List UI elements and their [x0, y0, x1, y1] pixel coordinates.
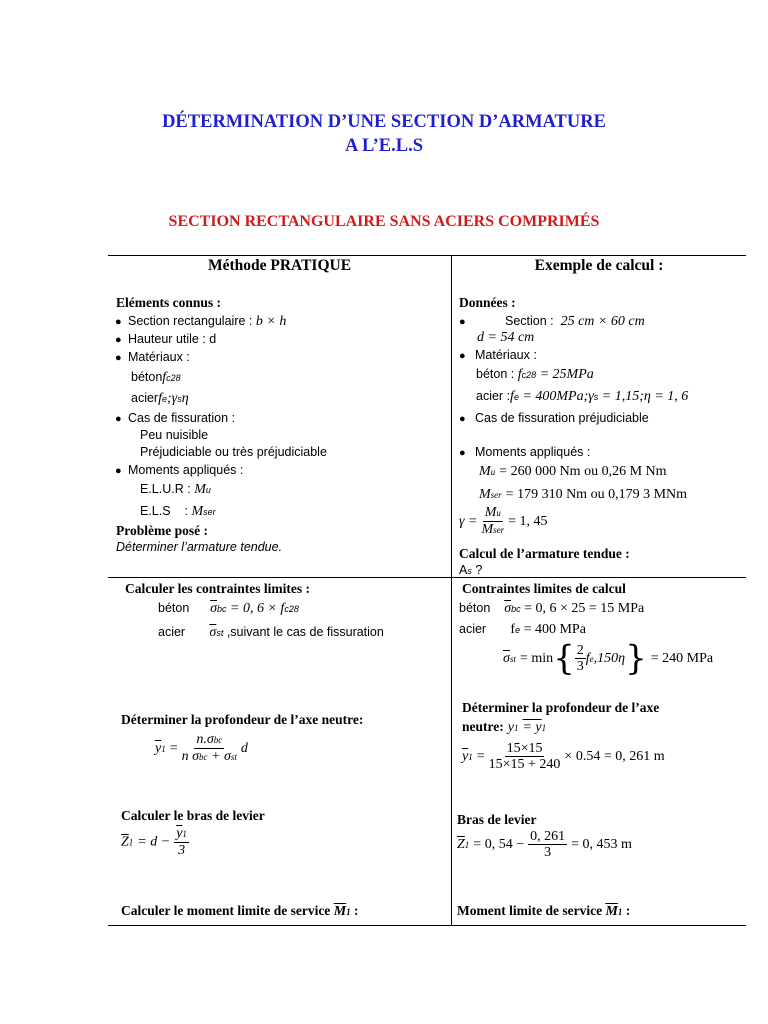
problem-heading: Problème posé : — [116, 523, 208, 538]
bullet-icon: ● — [115, 316, 122, 328]
r-acier-item: acier :fe = 400MPa;γs = 1,15;η = 1, 6 — [476, 389, 689, 404]
r-limit-stress-heading: Contraintes limites de calcul — [462, 581, 626, 596]
r-acier-stress: acier fe = 400 MPa — [459, 622, 586, 637]
left-column-header: Méthode PRATIQUE — [207, 257, 352, 274]
cracking-item: Cas de fissuration : — [128, 411, 235, 425]
r-neutral-axis-heading: Déterminer la profondeur de l’axe — [462, 700, 660, 715]
height-item: Hauteur utile : d — [128, 332, 217, 346]
known-elements-heading: Eléments connus : — [116, 295, 222, 310]
r-gamma-formula: γ = $\frac{Mu}{\text{Mser}}$ = 1, 45 — [459, 505, 548, 537]
r-lever-arm-heading: Bras de levier — [457, 812, 537, 827]
bullet-icon: ● — [459, 316, 466, 328]
crack-option-2: Préjudiciable ou très préjudiciable — [140, 445, 327, 459]
table-bottom-border — [108, 925, 746, 926]
r-lever-arm-formula: $\overline{Z}1 = 0$, 54 − $\frac{0, 261}{3}$ = 0, 453 m — [457, 829, 632, 860]
bullet-icon: ● — [459, 413, 466, 425]
r-d-value: d = 54 cm — [477, 330, 535, 345]
crack-option-1: Peu nuisible — [140, 428, 209, 442]
section-item: Section rectangulaire : b × h — [128, 314, 287, 329]
materials-item: Matériaux : — [128, 350, 190, 364]
l-beton-stress: béton $\overline{\sigma}bc = 0$, 6 × fc28 — [158, 601, 299, 616]
r-calc-heading: Calcul de l’armature tendue : — [459, 546, 630, 561]
table-top-border — [108, 255, 746, 256]
table-mid-border — [108, 577, 746, 578]
r-beton-stress: béton $\overline{\sigma}bc = 0$, 6 × 25 = 15 MPa — [459, 601, 645, 616]
beton-item: bétonfc28 — [131, 370, 181, 385]
r-steel-stress-formula: $\overline{\sigma}st = \min${ $\frac{2}{3}$ fe,150η} = 240 MPa — [503, 638, 714, 679]
bullet-icon: ● — [115, 352, 122, 364]
data-heading: Données : — [459, 295, 516, 310]
r-service-moment-heading: Moment limite de service $\overline{M}1$ : — [457, 903, 631, 919]
lever-arm-heading: Calculer le bras de levier — [121, 808, 265, 823]
bullet-icon: ● — [459, 350, 466, 362]
r-mu-value: Mu = 260 000 Nm ou 0,26 M Nm — [479, 464, 667, 479]
r-moments-item: Moments appliqués : — [475, 445, 591, 459]
page-title — [0, 110, 768, 158]
page-title-line1: DÉTERMINATION D’UNE SECTION D’ARMATURE — [162, 112, 606, 132]
service-moment-heading: Calculer le moment limite de service $\overline{M}1$ : — [121, 903, 359, 919]
section-subtitle: SECTION RECTANGULAIRE SANS ACIERS COMPRIMÉS — [168, 213, 600, 230]
bullet-icon: ● — [459, 447, 466, 459]
r-as-unknown: As ? — [459, 563, 483, 577]
r-materials-item: Matériaux : — [475, 348, 537, 362]
l-lever-arm-formula: $\overline{Z}1 = d$ − $\frac{\overline{y}1}{3}$ — [121, 826, 187, 858]
bullet-icon: ● — [115, 413, 122, 425]
limit-stress-heading: Calculer les contraintes limites : — [125, 581, 310, 596]
right-column-header: Exemple de calcul : — [534, 257, 664, 274]
problem-text: Déterminer l’armature tendue. — [116, 540, 283, 554]
r-beton-item: béton : fc28 = 25MPa — [476, 367, 594, 382]
r-section-item: Section : 25 cm × 60 cm — [505, 314, 645, 329]
moments-item: Moments appliqués : — [128, 463, 244, 477]
page-title-line2: A L’E.L.S — [345, 136, 423, 156]
acier-item: acierfe;γsη — [131, 391, 189, 406]
table-column-divider — [451, 255, 452, 925]
neutral-axis-heading: Déterminer la profondeur de l’axe neutre: — [121, 712, 364, 727]
r-neutral-axis-formula: $\overline{y}1$ = $\frac{15\times 15}{15\times 15 + 240}$ × 0.54 = 0, 261 m — [462, 741, 665, 772]
bullet-icon: ● — [115, 465, 122, 477]
elur-item: E.L.U.R : Mu — [140, 482, 211, 497]
r-mser-value: Mser = 179 310 Nm ou 0,179 3 MNm — [479, 487, 688, 502]
r-cracking-item: Cas de fissuration préjudiciable — [475, 411, 649, 425]
l-neutral-axis-formula: $\overline{y}1$ = $\frac{\text{n.σbc}}{\text{n σbc + σst}}$ d — [155, 732, 248, 764]
bullet-icon: ● — [115, 334, 122, 346]
els-item: E.L.S : Mser — [140, 504, 216, 519]
r-neutral-axis-heading-2: neutre: y1 = y1 — [462, 719, 547, 735]
l-acier-stress: acier $\overline{\sigma}st$ ,suivant le cas de fissuration — [158, 625, 384, 640]
